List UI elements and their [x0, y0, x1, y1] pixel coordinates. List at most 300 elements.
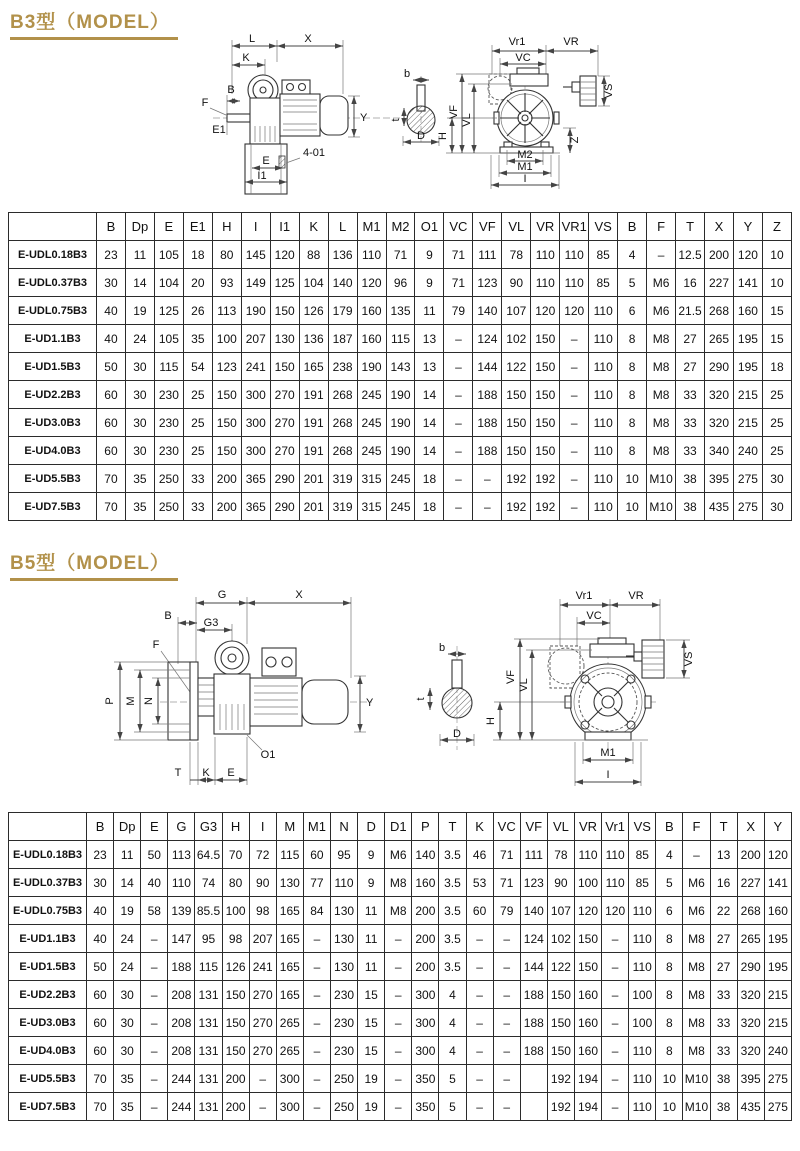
value-cell: 19 — [358, 1065, 385, 1093]
value-cell: – — [493, 925, 520, 953]
b5-dim-VS: VS — [683, 651, 695, 667]
value-cell: 30 — [125, 353, 154, 381]
value-cell: – — [560, 493, 589, 521]
value-cell: 72 — [249, 841, 276, 869]
value-cell: 268 — [328, 381, 357, 409]
column-header-Dp: Dp — [125, 213, 154, 241]
value-cell: 122 — [502, 353, 531, 381]
table-row-E-UD5.5B3 — [9, 1065, 792, 1093]
value-cell: 115 — [276, 841, 303, 869]
value-cell: M8 — [647, 409, 676, 437]
value-cell: – — [493, 953, 520, 981]
b3-dim-M2: M2 — [517, 149, 533, 161]
b3-dimension-table — [8, 212, 792, 521]
column-header-VC: VC — [444, 213, 473, 241]
value-cell: 4 — [656, 841, 683, 869]
value-cell: 350 — [412, 1065, 439, 1093]
value-cell: 187 — [328, 325, 357, 353]
value-cell: 124 — [473, 325, 502, 353]
value-cell: – — [466, 925, 493, 953]
table-row-E-UD2.2B3 — [9, 981, 792, 1009]
value-cell: 268 — [737, 897, 764, 925]
value-cell: 319 — [328, 465, 357, 493]
value-cell: 244 — [168, 1093, 195, 1121]
value-cell: 110 — [560, 269, 589, 297]
value-cell: 24 — [114, 953, 141, 981]
value-cell: 135 — [386, 297, 415, 325]
value-cell: 147 — [168, 925, 195, 953]
value-cell: 46 — [466, 841, 493, 869]
value-cell: 38 — [676, 493, 705, 521]
column-header-F: F — [647, 213, 676, 241]
b5-dim-VC: VC — [586, 610, 602, 622]
value-cell: 191 — [299, 381, 328, 409]
b3-dim-K: K — [242, 52, 250, 64]
value-cell: 207 — [249, 925, 276, 953]
value-cell: 79 — [493, 897, 520, 925]
value-cell: 70 — [222, 841, 249, 869]
value-cell: – — [303, 1093, 330, 1121]
value-cell: – — [303, 953, 330, 981]
column-header-H: H — [222, 813, 249, 841]
b3-dim-E1: E1 — [212, 124, 226, 136]
value-cell: – — [444, 325, 473, 353]
b5-dim-X: X — [295, 589, 303, 601]
value-cell: – — [249, 1065, 276, 1093]
value-cell: 14 — [415, 437, 444, 465]
value-cell: 120 — [357, 269, 386, 297]
value-cell: M8 — [683, 925, 710, 953]
value-cell: – — [141, 1009, 168, 1037]
value-cell: 188 — [473, 381, 502, 409]
value-cell: 20 — [183, 269, 212, 297]
value-cell: 435 — [705, 493, 734, 521]
value-cell: 113 — [168, 841, 195, 869]
value-cell: 38 — [676, 465, 705, 493]
value-cell: – — [303, 1065, 330, 1093]
value-cell: 30 — [97, 269, 126, 297]
value-cell: 11 — [415, 297, 444, 325]
value-cell: 3.5 — [439, 953, 466, 981]
column-header-VF: VF — [473, 213, 502, 241]
value-cell: 192 — [502, 493, 531, 521]
value-cell: 90 — [249, 869, 276, 897]
value-cell: 250 — [330, 1093, 357, 1121]
value-cell: 131 — [195, 1065, 222, 1093]
b5-dim-K: K — [202, 767, 210, 779]
column-header-G: G — [168, 813, 195, 841]
value-cell: 71 — [493, 841, 520, 869]
value-cell: 140 — [473, 297, 502, 325]
value-cell: M8 — [385, 869, 412, 897]
value-cell: 110 — [357, 241, 386, 269]
value-cell: 110 — [629, 1065, 656, 1093]
value-cell: 19 — [125, 297, 154, 325]
value-cell: – — [560, 465, 589, 493]
value-cell: 110 — [589, 297, 618, 325]
value-cell: 4 — [439, 1009, 466, 1037]
value-cell: 230 — [154, 409, 183, 437]
value-cell: 190 — [241, 297, 270, 325]
value-cell: 33 — [710, 1009, 737, 1037]
column-header-VC: VC — [493, 813, 520, 841]
value-cell: 30 — [87, 869, 114, 897]
value-cell: 10 — [656, 1065, 683, 1093]
value-cell: 110 — [589, 325, 618, 353]
value-cell: 110 — [168, 869, 195, 897]
b5-shaft-t: t — [415, 697, 427, 701]
value-cell: 227 — [705, 269, 734, 297]
value-cell: – — [303, 1009, 330, 1037]
value-cell: 40 — [87, 897, 114, 925]
value-cell: M10 — [647, 465, 676, 493]
b3-dim-Vr1: Vr1 — [508, 36, 526, 48]
value-cell: 19 — [114, 897, 141, 925]
column-header-VR: VR — [531, 213, 560, 241]
b5-dim-I: I — [606, 769, 610, 781]
b3-dim-VF: VF — [448, 104, 460, 120]
value-cell: 227 — [737, 869, 764, 897]
column-header-Z: Z — [762, 213, 791, 241]
value-cell: 141 — [764, 869, 791, 897]
model-header-cell — [9, 813, 87, 841]
value-cell: – — [493, 1065, 520, 1093]
table-row-E-UD2.2B3 — [9, 381, 792, 409]
b5-side-view — [104, 589, 374, 785]
value-cell: 160 — [357, 325, 386, 353]
value-cell: 165 — [276, 897, 303, 925]
value-cell: 123 — [473, 269, 502, 297]
value-cell: 30 — [125, 437, 154, 465]
value-cell: 131 — [195, 1009, 222, 1037]
value-cell: 11 — [358, 953, 385, 981]
column-header-B: B — [87, 813, 114, 841]
value-cell: 139 — [168, 897, 195, 925]
value-cell: 64.5 — [195, 841, 222, 869]
b5-dim-M: M — [125, 696, 137, 706]
value-cell: 230 — [330, 981, 357, 1009]
table-row-E-UDL0.75B3 — [9, 897, 792, 925]
value-cell: – — [466, 953, 493, 981]
value-cell: 30 — [114, 1009, 141, 1037]
value-cell: 12.5 — [676, 241, 705, 269]
model-cell: E-UDL0.75B3 — [9, 297, 97, 325]
value-cell: 208 — [168, 1009, 195, 1037]
value-cell: 5 — [618, 269, 647, 297]
value-cell: 195 — [764, 953, 791, 981]
column-header-B: B — [97, 213, 126, 241]
value-cell: – — [141, 925, 168, 953]
value-cell: 4 — [439, 981, 466, 1009]
value-cell: 150 — [531, 381, 560, 409]
value-cell: 208 — [168, 981, 195, 1009]
value-cell: 96 — [386, 269, 415, 297]
value-cell: 100 — [629, 981, 656, 1009]
value-cell: 15 — [358, 981, 385, 1009]
section-title-b3: B3型（MODEL） — [10, 7, 178, 40]
value-cell: 74 — [195, 869, 222, 897]
value-cell: 290 — [270, 493, 299, 521]
value-cell: 244 — [168, 1065, 195, 1093]
value-cell: 215 — [733, 381, 762, 409]
value-cell: 350 — [412, 1093, 439, 1121]
value-cell: 58 — [141, 897, 168, 925]
value-cell: 78 — [547, 841, 574, 869]
value-cell: 144 — [520, 953, 547, 981]
value-cell: M8 — [647, 381, 676, 409]
value-cell: 141 — [733, 269, 762, 297]
value-cell: 22 — [710, 897, 737, 925]
section-title-b5: B5型（MODEL） — [10, 548, 178, 581]
b5-dim-Vr1: Vr1 — [575, 590, 593, 602]
value-cell: 145 — [241, 241, 270, 269]
value-cell: 85.5 — [195, 897, 222, 925]
model-cell: E-UD7.5B3 — [9, 493, 97, 521]
value-cell: 16 — [676, 269, 705, 297]
value-cell: 21.5 — [676, 297, 705, 325]
b3-dim-VR: VR — [563, 36, 579, 48]
value-cell: 105 — [154, 325, 183, 353]
value-cell: M6 — [385, 841, 412, 869]
value-cell: 40 — [141, 869, 168, 897]
value-cell: 320 — [737, 1009, 764, 1037]
value-cell: 144 — [473, 353, 502, 381]
value-cell: 130 — [330, 925, 357, 953]
value-cell: 53 — [466, 869, 493, 897]
value-cell: 241 — [241, 353, 270, 381]
value-cell: 270 — [270, 437, 299, 465]
value-cell: 192 — [547, 1093, 574, 1121]
value-cell: 110 — [629, 953, 656, 981]
value-cell: 300 — [241, 409, 270, 437]
column-header-T: T — [676, 213, 705, 241]
value-cell: 300 — [276, 1093, 303, 1121]
value-cell: 140 — [412, 841, 439, 869]
value-cell: 3.5 — [439, 897, 466, 925]
value-cell: 8 — [656, 925, 683, 953]
value-cell: M6 — [683, 897, 710, 925]
b3-dim-M1: M1 — [517, 161, 533, 173]
value-cell: 24 — [125, 325, 154, 353]
value-cell: 300 — [276, 1065, 303, 1093]
value-cell: 200 — [212, 493, 241, 521]
value-cell: 268 — [705, 297, 734, 325]
value-cell: 5 — [656, 869, 683, 897]
value-cell: 140 — [520, 897, 547, 925]
value-cell: 150 — [502, 381, 531, 409]
b3-shaft-section — [390, 68, 439, 146]
value-cell: 110 — [589, 465, 618, 493]
value-cell: 11 — [358, 925, 385, 953]
b3-dim-F: F — [201, 97, 209, 109]
header-row — [9, 213, 792, 241]
model-cell: E-UD4.0B3 — [9, 1037, 87, 1065]
value-cell: 33 — [710, 1037, 737, 1065]
value-cell: 27 — [710, 953, 737, 981]
value-cell: 120 — [764, 841, 791, 869]
value-cell: 201 — [299, 465, 328, 493]
value-cell: 35 — [125, 493, 154, 521]
column-header-VS: VS — [589, 213, 618, 241]
value-cell: 268 — [328, 437, 357, 465]
value-cell: 265 — [705, 325, 734, 353]
value-cell: 150 — [547, 1009, 574, 1037]
b3-dim-I: I — [523, 173, 527, 185]
model-cell: E-UD3.0B3 — [9, 409, 97, 437]
value-cell: – — [647, 241, 676, 269]
value-cell: – — [560, 437, 589, 465]
value-cell: 4 — [618, 241, 647, 269]
value-cell: 208 — [168, 1037, 195, 1065]
value-cell: 90 — [547, 869, 574, 897]
value-cell: 110 — [602, 841, 629, 869]
value-cell: 60 — [303, 841, 330, 869]
value-cell: 70 — [97, 493, 126, 521]
value-cell: 110 — [629, 925, 656, 953]
value-cell: – — [444, 409, 473, 437]
value-cell: 110 — [330, 869, 357, 897]
value-cell: 130 — [330, 897, 357, 925]
value-cell: 8 — [656, 1009, 683, 1037]
column-header-VF: VF — [520, 813, 547, 841]
value-cell: 33 — [183, 493, 212, 521]
value-cell: – — [602, 1037, 629, 1065]
b3-dim-H: H — [437, 132, 449, 140]
column-header-VL: VL — [547, 813, 574, 841]
value-cell: – — [466, 1009, 493, 1037]
value-cell: 270 — [270, 381, 299, 409]
value-cell: 150 — [270, 297, 299, 325]
value-cell: 126 — [299, 297, 328, 325]
value-cell: 5 — [439, 1065, 466, 1093]
value-cell: 200 — [412, 897, 439, 925]
b3-dim-VL: VL — [461, 113, 473, 127]
column-header-I1: I1 — [270, 213, 299, 241]
value-cell: 241 — [249, 953, 276, 981]
value-cell: – — [602, 981, 629, 1009]
value-cell: 120 — [602, 897, 629, 925]
value-cell: 13 — [415, 353, 444, 381]
value-cell: 143 — [386, 353, 415, 381]
value-cell: 85 — [589, 269, 618, 297]
table-row-E-UD4.0B3 — [9, 1037, 792, 1065]
value-cell: 126 — [222, 953, 249, 981]
value-cell: – — [444, 353, 473, 381]
value-cell: 50 — [97, 353, 126, 381]
value-cell: 25 — [183, 409, 212, 437]
value-cell: – — [141, 981, 168, 1009]
value-cell: – — [473, 465, 502, 493]
column-header-K: K — [466, 813, 493, 841]
value-cell: – — [444, 493, 473, 521]
value-cell: 131 — [195, 1093, 222, 1121]
value-cell: 3.5 — [439, 841, 466, 869]
b5-dim-P: P — [104, 697, 116, 705]
value-cell: 80 — [212, 241, 241, 269]
value-cell: 120 — [733, 241, 762, 269]
b3-dim-VC: VC — [515, 52, 531, 64]
value-cell: 25 — [183, 437, 212, 465]
value-cell: 9 — [358, 869, 385, 897]
value-cell: 230 — [154, 381, 183, 409]
value-cell: 26 — [183, 297, 212, 325]
value-cell: 8 — [618, 325, 647, 353]
b3-shaft-D: D — [417, 130, 425, 142]
value-cell: 9 — [415, 269, 444, 297]
header-row — [9, 813, 792, 841]
value-cell: 104 — [299, 269, 328, 297]
value-cell: 270 — [249, 1009, 276, 1037]
value-cell: 85 — [589, 241, 618, 269]
value-cell: 192 — [531, 493, 560, 521]
column-header-VL: VL — [502, 213, 531, 241]
value-cell: 10 — [656, 1093, 683, 1121]
value-cell: 150 — [547, 981, 574, 1009]
table-row-E-UD7.5B3 — [9, 1093, 792, 1121]
value-cell: 70 — [97, 465, 126, 493]
value-cell: 18 — [415, 493, 444, 521]
value-cell: 40 — [87, 925, 114, 953]
value-cell: 150 — [502, 437, 531, 465]
value-cell: 107 — [502, 297, 531, 325]
column-header-O1: O1 — [415, 213, 444, 241]
b5-dim-N: N — [143, 697, 155, 705]
value-cell: – — [466, 981, 493, 1009]
value-cell: 8 — [618, 381, 647, 409]
value-cell: M6 — [647, 269, 676, 297]
value-cell: – — [385, 981, 412, 1009]
value-cell: 195 — [764, 925, 791, 953]
value-cell: 290 — [737, 953, 764, 981]
b5-dim-O1: O1 — [260, 749, 276, 761]
value-cell: 78 — [502, 241, 531, 269]
table-row-E-UD1.1B3 — [9, 925, 792, 953]
model-cell: E-UD5.5B3 — [9, 465, 97, 493]
value-cell: 107 — [547, 897, 574, 925]
column-header-F: F — [683, 813, 710, 841]
value-cell: – — [683, 841, 710, 869]
value-cell: 340 — [705, 437, 734, 465]
value-cell: 275 — [764, 1093, 791, 1121]
value-cell: – — [444, 437, 473, 465]
value-cell: 30 — [114, 1037, 141, 1065]
table-row-E-UD4.0B3 — [9, 437, 792, 465]
value-cell: 200 — [222, 1093, 249, 1121]
value-cell: 35 — [183, 325, 212, 353]
value-cell: 35 — [125, 465, 154, 493]
column-header-I: I — [241, 213, 270, 241]
value-cell: 113 — [212, 297, 241, 325]
value-cell: 25 — [183, 381, 212, 409]
value-cell: 123 — [212, 353, 241, 381]
value-cell: 84 — [303, 897, 330, 925]
value-cell: 200 — [412, 925, 439, 953]
column-header-X: X — [737, 813, 764, 841]
value-cell: 320 — [737, 981, 764, 1009]
value-cell: 240 — [733, 437, 762, 465]
value-cell: 110 — [629, 1093, 656, 1121]
value-cell: 191 — [299, 409, 328, 437]
value-cell: – — [385, 953, 412, 981]
value-cell: 124 — [520, 925, 547, 953]
value-cell: 85 — [629, 841, 656, 869]
value-cell: M8 — [647, 437, 676, 465]
value-cell: 8 — [618, 437, 647, 465]
value-cell: 270 — [249, 981, 276, 1009]
value-cell: M8 — [683, 981, 710, 1009]
value-cell: 90 — [502, 269, 531, 297]
value-cell: 250 — [330, 1065, 357, 1093]
